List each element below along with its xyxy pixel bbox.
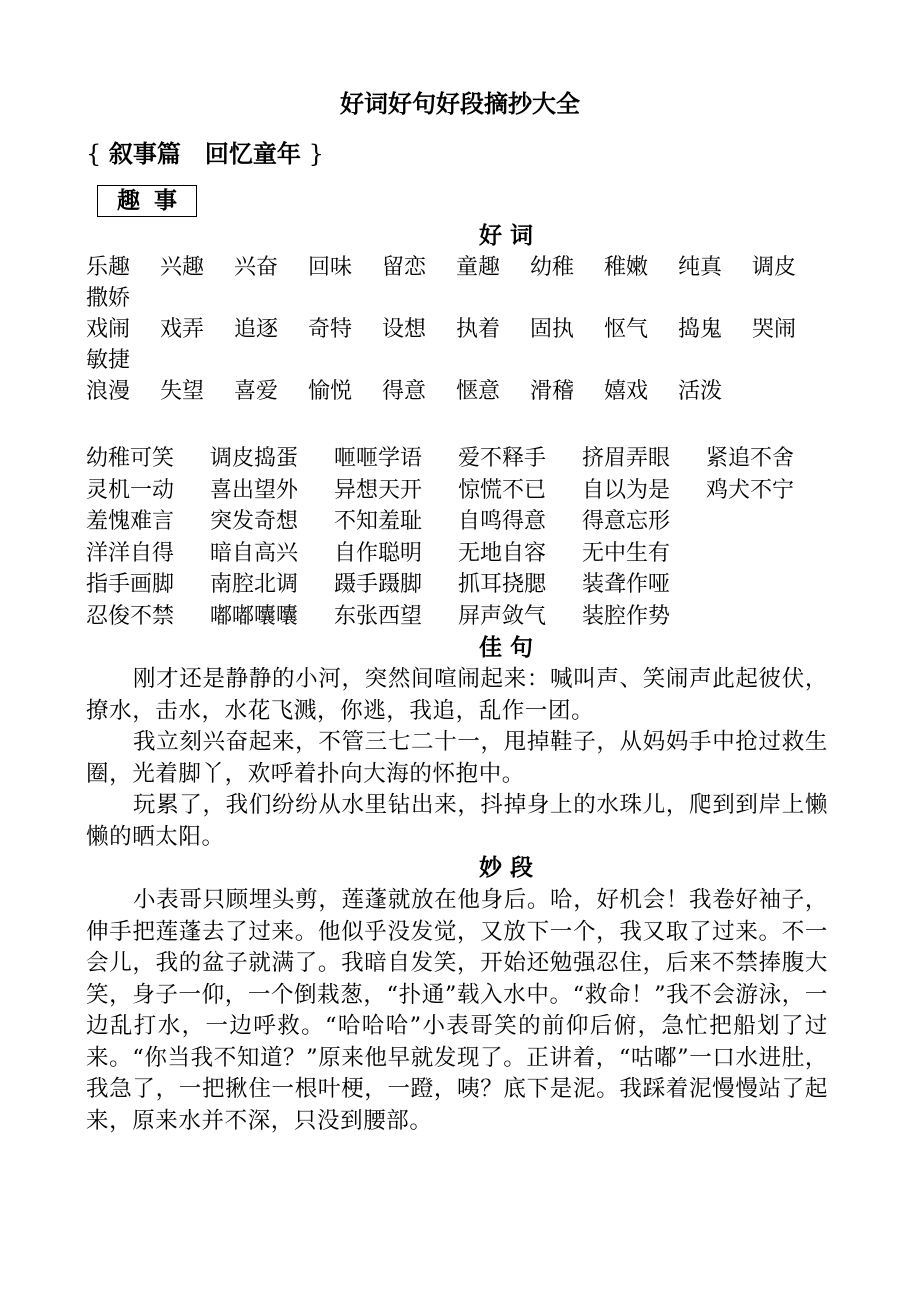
idiom-row [86,601,846,633]
idiom-item: 鸡犬不宁 [706,477,795,503]
word-item: 失望 [160,379,205,404]
section-open-brace: { [86,140,102,168]
sentence-3: 玩累了，我们纷纷从水里钻出来，抖掉身上的水珠儿，爬到到岸上懒懒的晒太阳。 [86,792,828,850]
idiom-item: 调皮捣蛋 [210,446,299,471]
word-row [86,345,846,376]
idiom-item: 自鸣得意 [458,509,547,534]
word-item: 幼稚 [530,255,575,280]
idiom-item: 得意忘形 [582,509,671,534]
idiom-item: 嘟嘟囔囔 [210,603,299,629]
idiom-item: 蹑手蹑脚 [334,572,423,597]
word-item: 设想 [382,317,427,342]
word-item: 捣鬼 [678,317,723,342]
word-item: 执着 [456,317,501,342]
word-item: 乐趣 [86,255,131,280]
idiom-item: 突发奇想 [210,509,299,534]
idiom-row [86,475,846,507]
idiom-item: 洋洋自得 [86,540,175,566]
word-item: 追逐 [234,317,279,342]
word-item: 回味 [308,255,353,280]
word-item: 活泼 [678,379,723,404]
word-item: 滑稽 [530,379,575,404]
word-list [86,252,846,407]
section-heading [86,138,324,170]
word-item: 喜爱 [234,379,279,404]
idiom-item: 自作聪明 [334,540,423,566]
word-item: 惬意 [456,379,501,404]
document-title: 好词好句好段摘抄大全 [340,89,580,118]
idiom-item: 惊慌不已 [458,477,547,503]
paragraphs-heading: 妙段 [479,854,541,881]
idiom-item: 咂咂学语 [334,446,423,471]
words-heading: 好词 [479,222,541,249]
idiom-item: 装腔作势 [582,603,671,629]
topic-box: 趣事 [97,185,197,217]
sentences-heading: 佳句 [479,634,541,661]
word-item: 得意 [382,379,427,404]
word-item: 留恋 [382,255,427,280]
word-item: 撒娇 [86,286,131,311]
section-close-brace: } [308,140,324,168]
idiom-item: 装聋作哑 [582,572,671,597]
word-item: 嬉戏 [604,379,649,404]
word-item: 纯真 [678,255,723,280]
word-item: 童趣 [456,255,501,280]
idiom-row [86,538,846,570]
word-item: 兴奋 [234,255,279,280]
idiom-item: 指手画脚 [86,572,175,597]
idiom-item: 屏声敛气 [458,603,547,629]
word-row [86,376,846,407]
word-item: 固执 [530,317,575,342]
word-row [86,252,846,283]
word-item: 奇特 [308,317,353,342]
word-item: 戏闹 [86,317,131,342]
idiom-item: 抓耳挠腮 [458,572,547,597]
idiom-row [86,506,846,538]
word-item: 敏捷 [86,348,131,373]
idiom-item: 灵机一动 [86,477,175,503]
idiom-item: 暗自高兴 [210,540,299,566]
idiom-item: 自以为是 [582,477,671,503]
idiom-item: 喜出望外 [210,477,299,503]
example-paragraph: 小表哥只顾埋头剪，莲蓬就放在他身后。哈，好机会！我卷好袖子，伸手把莲蓬去了过来。他似乎没发觉，又放下一个，我又取了过来。不一会儿，我的盆子就满了。我暗自发笑，开始还勉强忍住，后来不禁捧腹大笑，身子一仰，一个倒栽葱，“扑通”载入水中。“救命！”我不会游泳，一边乱打水，一边呼救。“哈哈哈”小表哥笑的前仰后俯，急忙把船划了过来。“你当我不知道？”原来他早就发现了。正讲着，“咕嘟”一口水进肚，我急了，一把揪住一根叶梗，一蹬，咦？底下是泥。我踩着泥慢慢站了起来，原来水并不深，只没到腰部。 [86,887,828,1134]
idiom-item: 南腔北调 [210,572,299,597]
idiom-item: 忍俊不禁 [86,603,175,629]
idiom-row [86,443,846,475]
word-row [86,283,846,314]
word-item: 戏弄 [160,317,205,342]
idiom-item: 无中生有 [582,540,671,566]
idiom-item: 无地自容 [458,540,547,566]
idiom-item: 羞愧难言 [86,509,175,534]
word-row [86,314,846,345]
sentence-1: 刚才还是静静的小河，突然间喧闹起来：喊叫声、笑闹声此起彼伏，撩水，击水，水花飞溅，你逃，我追，乱作一团。 [86,666,828,724]
idiom-item: 不知羞耻 [334,509,423,534]
sentence-2: 我立刻兴奋起来，不管三七二十一，甩掉鞋子，从妈妈手中抢过救生圈，光着脚丫，欢呼着扑向大海的怀抱中。 [86,729,828,787]
idiom-list [86,443,846,632]
idiom-row [86,569,846,601]
idiom-item: 幼稚可笑 [86,446,175,471]
section-name: 叙事篇 回忆童年 [108,139,301,168]
word-item: 哭闹 [752,317,797,342]
word-item: 调皮 [752,255,797,280]
word-item: 浪漫 [86,379,131,404]
word-item: 稚嫩 [604,255,649,280]
word-item: 怄气 [604,317,649,342]
idiom-item: 挤眉弄眼 [582,446,671,471]
idiom-item: 紧追不舍 [706,446,795,471]
idiom-item: 异想天开 [334,477,423,503]
idiom-item: 东张西望 [334,603,423,629]
word-item: 愉悦 [308,379,353,404]
word-item: 兴趣 [160,255,205,280]
idiom-item: 爱不释手 [458,446,547,471]
